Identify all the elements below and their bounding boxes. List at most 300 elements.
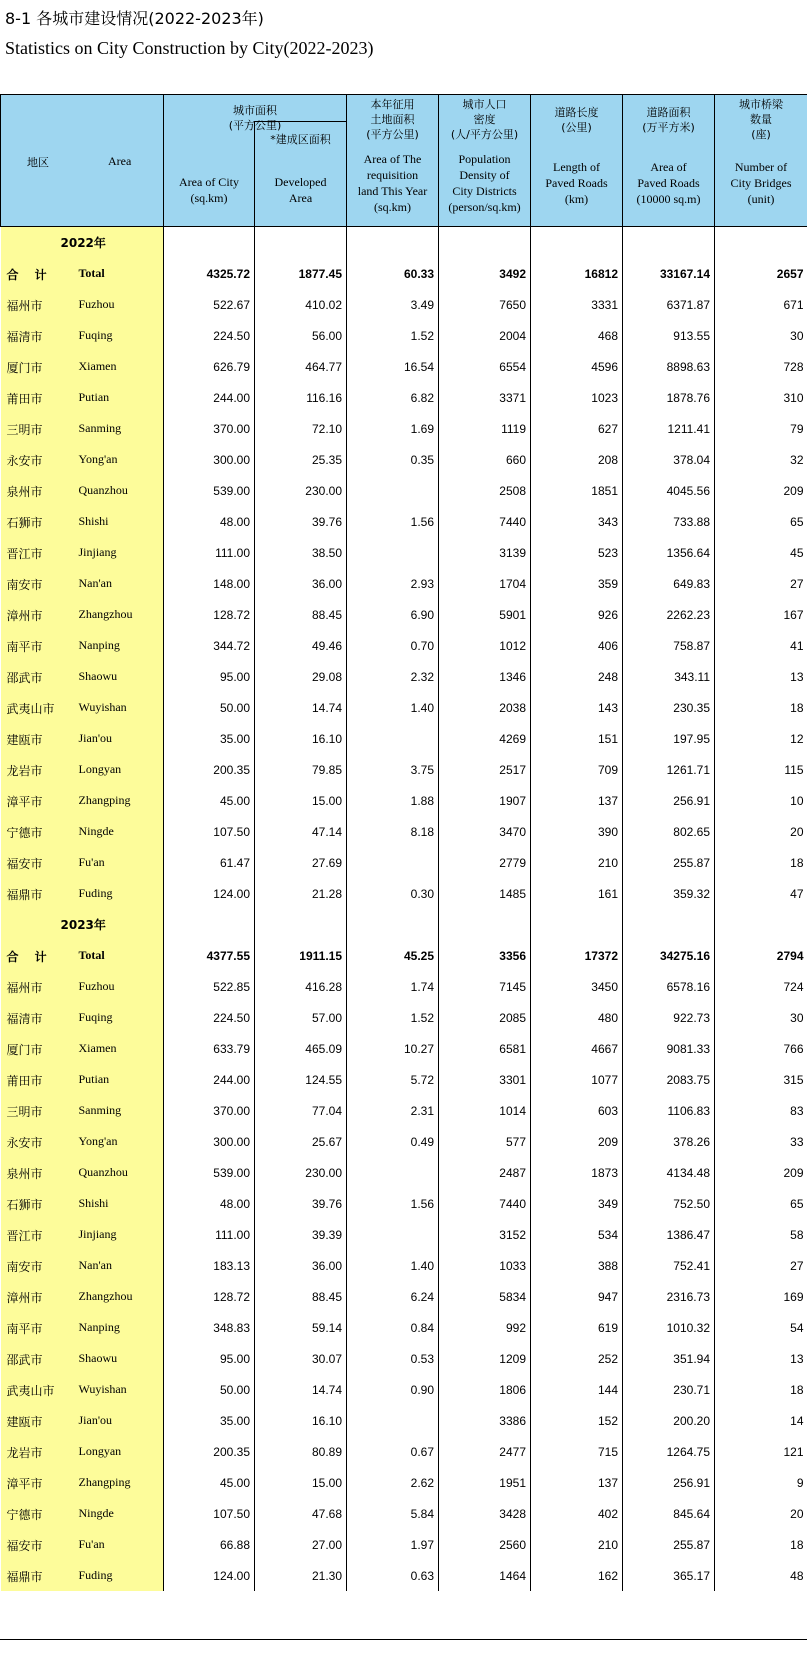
area-cell xyxy=(1,1312,164,1343)
value-cell: 18 xyxy=(715,847,807,878)
value-cell: 2038 xyxy=(439,692,531,723)
value-cell: 359 xyxy=(531,568,623,599)
table-row xyxy=(1,723,807,754)
value-cell: 209 xyxy=(715,1157,807,1188)
area-cell xyxy=(1,1095,164,1126)
header-col-2-en: Developed Area xyxy=(274,175,327,205)
value-cell: 3331 xyxy=(531,289,623,320)
value-cell: 21.28 xyxy=(255,878,347,909)
area-name-zh: 南安市 xyxy=(6,1260,43,1274)
value-cell: 2508 xyxy=(439,475,531,506)
value-cell xyxy=(347,1405,439,1436)
value-cell: 534 xyxy=(531,1219,623,1250)
value-cell: 116.16 xyxy=(255,382,347,413)
area-name-zh: 龙岩市 xyxy=(6,1446,43,1460)
area-name-zh: 武夷山市 xyxy=(6,702,55,716)
value-cell: 1106.83 xyxy=(623,1095,715,1126)
value-cell: 1.40 xyxy=(347,692,439,723)
area-name-zh: 厦门市 xyxy=(6,361,43,375)
value-cell: 95.00 xyxy=(164,661,255,692)
page-title-zh: 8-1 各城市建设情况(2022-2023年) xyxy=(5,9,264,28)
area-cell xyxy=(1,382,164,413)
value-cell: 49.46 xyxy=(255,630,347,661)
value-cell: 7440 xyxy=(439,506,531,537)
table-row xyxy=(1,1126,807,1157)
value-cell: 47 xyxy=(715,878,807,909)
area-cell xyxy=(1,506,164,537)
header-col-3-en: Area of The requisition land This Year (sq.km) xyxy=(357,152,428,214)
header-col-7 xyxy=(715,95,807,227)
table-row xyxy=(1,351,807,382)
value-cell: 47.68 xyxy=(255,1498,347,1529)
value-cell: 5901 xyxy=(439,599,531,630)
area-name-zh: 福州市 xyxy=(6,299,43,313)
value-cell: 2487 xyxy=(439,1157,531,1188)
value-cell: 1211.41 xyxy=(623,413,715,444)
value-cell: 7440 xyxy=(439,1188,531,1219)
area-name-en: Zhangping xyxy=(78,1475,131,1489)
value-cell: 577 xyxy=(439,1126,531,1157)
table-row xyxy=(1,1374,807,1405)
value-cell: 802.65 xyxy=(623,816,715,847)
value-cell: 121 xyxy=(715,1436,807,1467)
value-cell: 344.72 xyxy=(164,630,255,661)
area-name-en: Putian xyxy=(78,390,110,404)
header-col-3 xyxy=(347,95,439,227)
value-cell: 922.73 xyxy=(623,1002,715,1033)
value-cell: 20 xyxy=(715,1498,807,1529)
value-cell: 107.50 xyxy=(164,1498,255,1529)
table-row xyxy=(1,847,807,878)
value-cell: 209 xyxy=(715,475,807,506)
area-cell xyxy=(1,1436,164,1467)
value-cell: 1014 xyxy=(439,1095,531,1126)
table-row xyxy=(1,816,807,847)
value-cell: 16812 xyxy=(531,258,623,289)
value-cell: 1264.75 xyxy=(623,1436,715,1467)
table-row xyxy=(1,382,807,413)
value-cell: 2657 xyxy=(715,258,807,289)
area-name-en: Quanzhou xyxy=(78,1165,128,1179)
value-cell: 137 xyxy=(531,1467,623,1498)
value-cell: 148.00 xyxy=(164,568,255,599)
table-header xyxy=(1,95,807,227)
value-cell: 733.88 xyxy=(623,506,715,537)
value-cell: 627 xyxy=(531,413,623,444)
value-cell: 1877.45 xyxy=(255,258,347,289)
value-cell: 2477 xyxy=(439,1436,531,1467)
value-cell: 39.39 xyxy=(255,1219,347,1250)
value-cell: 9 xyxy=(715,1467,807,1498)
value-cell: 124.00 xyxy=(164,878,255,909)
blank-cell xyxy=(347,909,439,940)
table-row xyxy=(1,1188,807,1219)
value-cell: 416.28 xyxy=(255,971,347,1002)
table-row xyxy=(1,289,807,320)
value-cell: 16.54 xyxy=(347,351,439,382)
area-name-zh: 邵武市 xyxy=(6,1353,43,1367)
area-name-zh: 合 计 xyxy=(6,950,53,964)
value-cell: 1346 xyxy=(439,661,531,692)
value-cell: 111.00 xyxy=(164,1219,255,1250)
value-cell: 128.72 xyxy=(164,1281,255,1312)
blank-cell xyxy=(347,227,439,259)
value-cell: 649.83 xyxy=(623,568,715,599)
blank-cell xyxy=(715,227,807,259)
area-name-zh: 福鼎市 xyxy=(6,1570,43,1584)
header-col-6 xyxy=(623,95,715,227)
area-cell xyxy=(1,1374,164,1405)
value-cell: 256.91 xyxy=(623,1467,715,1498)
value-cell: 25.67 xyxy=(255,1126,347,1157)
value-cell: 1.69 xyxy=(347,413,439,444)
area-name-zh: 三明市 xyxy=(6,423,43,437)
value-cell xyxy=(347,475,439,506)
value-cell: 3.75 xyxy=(347,754,439,785)
table-row xyxy=(1,413,807,444)
value-cell: 13 xyxy=(715,1343,807,1374)
header-col-6-zh: 道路面积 (万平方米) xyxy=(642,106,695,134)
value-cell: 2.32 xyxy=(347,661,439,692)
value-cell: 603 xyxy=(531,1095,623,1126)
table-row xyxy=(1,537,807,568)
value-cell: 61.47 xyxy=(164,847,255,878)
total-row xyxy=(1,940,807,971)
table-row xyxy=(1,1281,807,1312)
table-row xyxy=(1,599,807,630)
value-cell: 913.55 xyxy=(623,320,715,351)
value-cell: 0.67 xyxy=(347,1436,439,1467)
area-cell xyxy=(1,1498,164,1529)
blank-cell xyxy=(164,909,255,940)
header-city-area-group-zh: 城市面积 (平方公里) xyxy=(228,104,282,132)
value-cell: 5834 xyxy=(439,1281,531,1312)
area-name-en: Shishi xyxy=(78,1196,109,1210)
value-cell: 107.50 xyxy=(164,816,255,847)
value-cell: 3371 xyxy=(439,382,531,413)
blank-cell xyxy=(623,227,715,259)
header-area-en: Area xyxy=(108,154,132,168)
value-cell: 7145 xyxy=(439,971,531,1002)
value-cell xyxy=(347,847,439,878)
area-name-en: Shaowu xyxy=(78,669,118,683)
area-name-en: Putian xyxy=(78,1072,110,1086)
value-cell: 14 xyxy=(715,1405,807,1436)
year-cell xyxy=(1,909,164,940)
value-cell: 752.50 xyxy=(623,1188,715,1219)
area-name-en: Fuzhou xyxy=(78,297,115,311)
value-cell: 6578.16 xyxy=(623,971,715,1002)
value-cell: 255.87 xyxy=(623,1529,715,1560)
value-cell: 36.00 xyxy=(255,568,347,599)
table-row xyxy=(1,754,807,785)
header-area xyxy=(1,95,164,227)
value-cell: 137 xyxy=(531,785,623,816)
value-cell: 72.10 xyxy=(255,413,347,444)
table-row xyxy=(1,444,807,475)
table-row xyxy=(1,1529,807,1560)
table-row xyxy=(1,1219,807,1250)
value-cell: 1.74 xyxy=(347,971,439,1002)
value-cell: 230.71 xyxy=(623,1374,715,1405)
value-cell: 480 xyxy=(531,1002,623,1033)
value-cell: 4596 xyxy=(531,351,623,382)
area-cell xyxy=(1,878,164,909)
value-cell: 209 xyxy=(531,1126,623,1157)
value-cell: 1485 xyxy=(439,878,531,909)
value-cell: 79.85 xyxy=(255,754,347,785)
value-cell: 752.41 xyxy=(623,1250,715,1281)
value-cell: 18 xyxy=(715,1374,807,1405)
area-cell xyxy=(1,971,164,1002)
area-cell xyxy=(1,1250,164,1281)
area-name-zh: 石狮市 xyxy=(6,516,43,530)
table-row xyxy=(1,1250,807,1281)
value-cell: 143 xyxy=(531,692,623,723)
value-cell: 0.35 xyxy=(347,444,439,475)
area-name-en: Fuqing xyxy=(78,328,113,342)
value-cell: 65 xyxy=(715,1188,807,1219)
value-cell: 1.52 xyxy=(347,320,439,351)
area-name-zh: 漳州市 xyxy=(6,1291,43,1305)
value-cell: 124.00 xyxy=(164,1560,255,1591)
total-row xyxy=(1,258,807,289)
area-name-en: Fu'an xyxy=(78,1537,105,1551)
area-name-zh: 建瓯市 xyxy=(6,1415,43,1429)
value-cell: 633.79 xyxy=(164,1033,255,1064)
value-cell: 60.33 xyxy=(347,258,439,289)
area-cell xyxy=(1,351,164,382)
blank-cell xyxy=(255,227,347,259)
area-cell xyxy=(1,816,164,847)
area-name-en: Fuding xyxy=(78,886,113,900)
value-cell: 244.00 xyxy=(164,382,255,413)
year-label: 2022年 xyxy=(60,236,106,250)
area-cell xyxy=(1,1343,164,1374)
table-row xyxy=(1,1157,807,1188)
area-name-en: Sanming xyxy=(78,1103,122,1117)
value-cell: 523 xyxy=(531,537,623,568)
value-cell: 39.76 xyxy=(255,1188,347,1219)
area-name-zh: 永安市 xyxy=(6,1136,43,1150)
area-cell xyxy=(1,1033,164,1064)
table-row xyxy=(1,568,807,599)
area-name-zh: 武夷山市 xyxy=(6,1384,55,1398)
value-cell: 6554 xyxy=(439,351,531,382)
header-col-6-en: Area of Paved Roads (10000 sq.m) xyxy=(636,160,701,206)
value-cell: 3470 xyxy=(439,816,531,847)
value-cell: 32 xyxy=(715,444,807,475)
value-cell: 2316.73 xyxy=(623,1281,715,1312)
table-row xyxy=(1,475,807,506)
area-name-zh: 三明市 xyxy=(6,1105,43,1119)
area-name-en: Jinjiang xyxy=(78,1227,117,1241)
value-cell: 224.50 xyxy=(164,320,255,351)
area-name-en: Total xyxy=(78,948,105,962)
value-cell: 0.49 xyxy=(347,1126,439,1157)
value-cell: 18 xyxy=(715,1529,807,1560)
value-cell: 0.70 xyxy=(347,630,439,661)
header-col-3-zh: 本年征用 土地面积 (平方公里) xyxy=(366,98,419,141)
value-cell: 4269 xyxy=(439,723,531,754)
area-name-en: Fuzhou xyxy=(78,979,115,993)
area-cell xyxy=(1,1064,164,1095)
value-cell: 30 xyxy=(715,320,807,351)
value-cell: 1.56 xyxy=(347,1188,439,1219)
value-cell: 210 xyxy=(531,847,623,878)
area-name-en: Wuyishan xyxy=(78,700,127,714)
header-col-4-zh: 城市人口 密度 (人/平方公里) xyxy=(450,98,519,141)
area-cell xyxy=(1,692,164,723)
value-cell: 626.79 xyxy=(164,351,255,382)
area-name-en: Shishi xyxy=(78,514,109,528)
value-cell: 224.50 xyxy=(164,1002,255,1033)
value-cell: 169 xyxy=(715,1281,807,1312)
table-row xyxy=(1,785,807,816)
table-body xyxy=(1,227,807,1592)
value-cell: 370.00 xyxy=(164,413,255,444)
value-cell: 57.00 xyxy=(255,1002,347,1033)
area-name-en: Sanming xyxy=(78,421,122,435)
value-cell: 1077 xyxy=(531,1064,623,1095)
value-cell xyxy=(347,537,439,568)
value-cell: 124.55 xyxy=(255,1064,347,1095)
value-cell: 47.14 xyxy=(255,816,347,847)
value-cell: 3139 xyxy=(439,537,531,568)
value-cell: 539.00 xyxy=(164,475,255,506)
value-cell: 45 xyxy=(715,537,807,568)
value-cell: 36.00 xyxy=(255,1250,347,1281)
value-cell: 15.00 xyxy=(255,1467,347,1498)
value-cell: 183.13 xyxy=(164,1250,255,1281)
value-cell: 167 xyxy=(715,599,807,630)
area-cell xyxy=(1,258,164,289)
header-col-7-zh: 城市桥梁 数量 (座) xyxy=(739,98,783,141)
value-cell: 406 xyxy=(531,630,623,661)
value-cell: 465.09 xyxy=(255,1033,347,1064)
value-cell xyxy=(347,723,439,754)
area-name-zh: 福清市 xyxy=(6,1012,43,1026)
area-name-en: Ningde xyxy=(78,1506,114,1520)
value-cell: 8898.63 xyxy=(623,351,715,382)
value-cell: 3.49 xyxy=(347,289,439,320)
value-cell: 390 xyxy=(531,816,623,847)
value-cell: 522.85 xyxy=(164,971,255,1002)
area-name-en: Yong'an xyxy=(78,452,118,466)
area-name-en: Yong'an xyxy=(78,1134,118,1148)
value-cell: 21.30 xyxy=(255,1560,347,1591)
value-cell: 3428 xyxy=(439,1498,531,1529)
blank-cell xyxy=(255,909,347,940)
value-cell: 41 xyxy=(715,630,807,661)
value-cell: 464.77 xyxy=(255,351,347,382)
value-cell: 255.87 xyxy=(623,847,715,878)
area-name-en: Wuyishan xyxy=(78,1382,127,1396)
area-cell xyxy=(1,320,164,351)
area-cell xyxy=(1,568,164,599)
blank-cell xyxy=(715,909,807,940)
value-cell: 208 xyxy=(531,444,623,475)
value-cell: 200.20 xyxy=(623,1405,715,1436)
area-name-zh: 厦门市 xyxy=(6,1043,43,1057)
area-name-zh: 漳平市 xyxy=(6,1477,43,1491)
area-name-en: Ningde xyxy=(78,824,114,838)
area-name-en: Zhangping xyxy=(78,793,131,807)
value-cell: 378.26 xyxy=(623,1126,715,1157)
value-cell: 25.35 xyxy=(255,444,347,475)
value-cell: 1464 xyxy=(439,1560,531,1591)
area-cell xyxy=(1,754,164,785)
value-cell: 45.00 xyxy=(164,785,255,816)
value-cell: 926 xyxy=(531,599,623,630)
value-cell: 128.72 xyxy=(164,599,255,630)
value-cell: 88.45 xyxy=(255,1281,347,1312)
area-cell xyxy=(1,599,164,630)
value-cell: 402 xyxy=(531,1498,623,1529)
value-cell: 59.14 xyxy=(255,1312,347,1343)
area-name-zh: 石狮市 xyxy=(6,1198,43,1212)
value-cell: 35.00 xyxy=(164,1405,255,1436)
area-cell xyxy=(1,1405,164,1436)
value-cell: 1.40 xyxy=(347,1250,439,1281)
value-cell: 4325.72 xyxy=(164,258,255,289)
value-cell: 1.56 xyxy=(347,506,439,537)
area-name-zh: 龙岩市 xyxy=(6,764,43,778)
area-name-en: Nan'an xyxy=(78,1258,112,1272)
header-col-5-en: Length of Paved Roads (km) xyxy=(545,160,608,206)
value-cell: 2083.75 xyxy=(623,1064,715,1095)
area-cell xyxy=(1,1281,164,1312)
value-cell: 378.04 xyxy=(623,444,715,475)
value-cell: 151 xyxy=(531,723,623,754)
value-cell: 5.72 xyxy=(347,1064,439,1095)
table-row xyxy=(1,630,807,661)
area-name-zh: 泉州市 xyxy=(6,1167,43,1181)
value-cell: 370.00 xyxy=(164,1095,255,1126)
value-cell: 111.00 xyxy=(164,537,255,568)
value-cell: 230.00 xyxy=(255,475,347,506)
value-cell: 56.00 xyxy=(255,320,347,351)
table-row xyxy=(1,1064,807,1095)
area-name-zh: 南平市 xyxy=(6,640,43,654)
year-label: 2023年 xyxy=(60,918,106,932)
area-name-zh: 莆田市 xyxy=(6,392,43,406)
value-cell: 1356.64 xyxy=(623,537,715,568)
value-cell: 8.18 xyxy=(347,816,439,847)
value-cell: 3386 xyxy=(439,1405,531,1436)
value-cell: 4134.48 xyxy=(623,1157,715,1188)
value-cell: 88.45 xyxy=(255,599,347,630)
value-cell: 992 xyxy=(439,1312,531,1343)
value-cell: 77.04 xyxy=(255,1095,347,1126)
value-cell: 244.00 xyxy=(164,1064,255,1095)
area-cell xyxy=(1,940,164,971)
value-cell: 4667 xyxy=(531,1033,623,1064)
year-row xyxy=(1,909,807,940)
value-cell: 1386.47 xyxy=(623,1219,715,1250)
table-row xyxy=(1,1436,807,1467)
value-cell: 65 xyxy=(715,506,807,537)
value-cell: 359.32 xyxy=(623,878,715,909)
value-cell: 50.00 xyxy=(164,1374,255,1405)
value-cell: 0.53 xyxy=(347,1343,439,1374)
area-name-en: Longyan xyxy=(78,1444,122,1458)
value-cell: 162 xyxy=(531,1560,623,1591)
value-cell: 310 xyxy=(715,382,807,413)
table-row xyxy=(1,1343,807,1374)
value-cell: 161 xyxy=(531,878,623,909)
header-col-5 xyxy=(531,95,623,227)
